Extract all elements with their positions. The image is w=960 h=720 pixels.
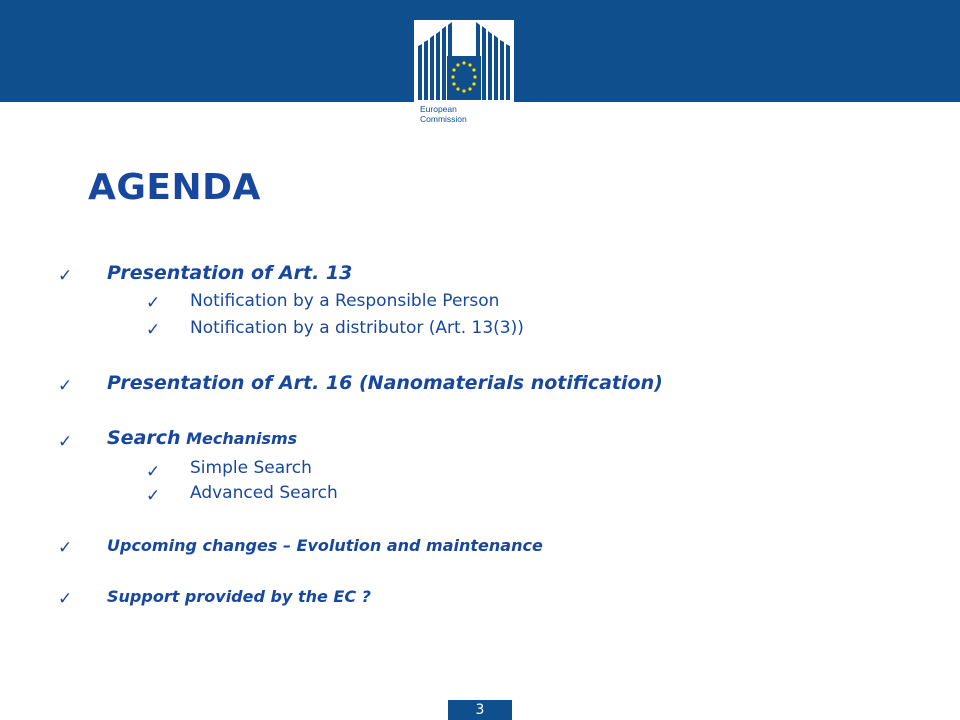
agenda-subitem-1-2: Notification by a distributor (Art. 13(3)) bbox=[190, 318, 524, 338]
agenda-subitem-3-2: Advanced Search bbox=[190, 483, 338, 503]
check-icon: ✓ bbox=[146, 293, 161, 313]
agenda-item-3-rest: Mechanisms bbox=[180, 429, 298, 448]
logo-text bbox=[420, 104, 467, 124]
check-icon: ✓ bbox=[146, 320, 161, 340]
european-commission-logo bbox=[414, 20, 514, 132]
agenda-item-5: Support provided by the EC ? bbox=[107, 587, 371, 606]
check-icon: ✓ bbox=[58, 432, 73, 452]
agenda-item-2: Presentation of Art. 16 (Nanomaterials notification) bbox=[107, 372, 663, 394]
agenda-item-1: Presentation of Art. 13 bbox=[107, 262, 353, 284]
page-number: 3 bbox=[448, 700, 512, 720]
check-icon: ✓ bbox=[58, 376, 73, 396]
check-icon: ✓ bbox=[146, 486, 161, 506]
agenda-subitem-3-1: Simple Search bbox=[190, 458, 312, 478]
agenda-item-3-word: Search bbox=[107, 427, 181, 449]
logo-line-1: European bbox=[420, 104, 457, 114]
agenda-item-4: Upcoming changes – Evolution and maintenance bbox=[107, 536, 543, 555]
check-icon: ✓ bbox=[58, 538, 73, 558]
logo-line-2: Commission bbox=[420, 114, 467, 124]
commission-building-icon bbox=[414, 20, 514, 104]
slide-title: AGENDA bbox=[88, 167, 261, 208]
check-icon: ✓ bbox=[146, 462, 161, 482]
agenda-item-3 bbox=[107, 427, 297, 449]
agenda-subitem-1-1: Notification by a Responsible Person bbox=[190, 291, 500, 311]
check-icon: ✓ bbox=[58, 266, 73, 286]
check-icon: ✓ bbox=[58, 589, 73, 609]
